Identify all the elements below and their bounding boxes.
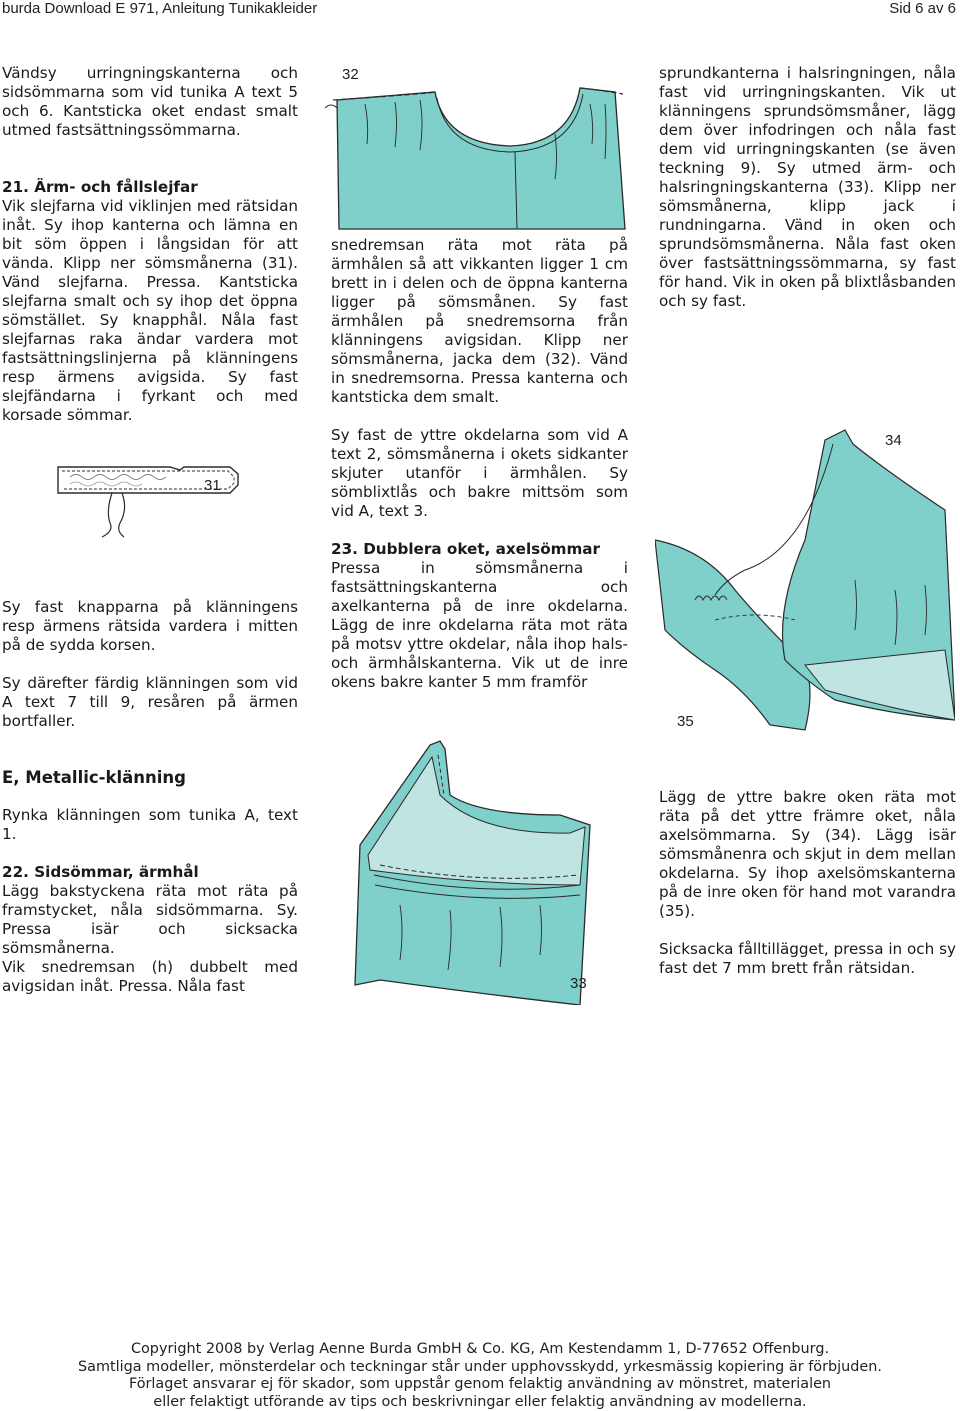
section-22-body-1: Lägg bakstyckena räta mot räta på framstycket, nåla sidsömmarna. Sy. Pressa isär och sicksacka sömsmånerna. [2,882,298,958]
shoulder-seam-illustration [655,420,955,740]
document-header-title: burda Download E 971, Anleitung Tunikakleider [2,0,317,17]
paragraph-hem: Sicksacka fålltillägget, pressa in och sy fast det 7 mm brett från rätsidan. [659,940,956,978]
paragraph-shoulder-seams: Lägg de yttre bakre oken räta mot räta på det yttre främre oket, nåla axelsömmarna. Sy (34). Lägg isär sömsmånenra och skjut in dem mellan okdelarna. Sy ihop axelsömskanterna på de inre oken för hand mot varandra (35). [659,788,956,921]
section-21-title: 21. Ärm- och fållslejfar [2,178,298,197]
figure-34-number: 34 [885,432,902,449]
section-e-title: E, Metallic-klänning [2,768,298,787]
figure-32-number: 32 [342,66,359,83]
section-e-body: Rynka klänningen som tunika A, text 1. [2,806,298,844]
section-22-title: 22. Sidsömmar, ärmhål [2,863,298,882]
paragraph-finish: Sy därefter färdig klänningen som vid A text 7 till 9, resåren på ärmen bortfaller. [2,674,298,731]
paragraph-bias-strip: snedremsan räta mot räta på ärmhålen så att vikkanten ligger 1 cm brett in i delen och de öppna kanterna ligger på sömsmånen. Sy fast ärmhålen på snedremsorna från klänningens avigsidan. Klipp ner sömsmånerna, jacka dem (32). Vänd in snedremsorna. Pressa kanterna och kantsticka dem smalt. [331,236,628,407]
yoke-lining-illustration [340,735,610,1005]
section-22-body-2: Vik snedremsan (h) dubbelt med avigsidan inåt. Pressa. Nåla fast [2,958,298,996]
copyright-footer [0,1341,960,1411]
column-1-middle [2,598,298,750]
footer-line-1: Copyright 2008 by Verlag Aenne Burda GmbH & Co. KG, Am Kestendamm 1, D-77652 Offenburg. [0,1341,960,1359]
figure-32 [325,64,630,234]
column-1-top [2,64,298,425]
figure-35-number: 35 [677,713,694,730]
column-3-bottom [659,788,956,997]
page-number: Sid 6 av 6 [889,0,956,17]
column-1-bottom [2,768,298,996]
paragraph-intro: Vändsy urringningskanterna och sidsömmarna som vid tunika A text 5 och 6. Kantsticka oket endast smalt utmed fastsättningssömmarna. [2,64,298,140]
figure-33 [340,735,610,1005]
figure-34-35 [655,420,955,740]
section-21-body: Vik slejfarna vid viklinjen med rätsidan inåt. Sy ihop kanterna och lämna en bit söm öppen i långsidan för att vända. Klipp ner sömsmånerna (31). Vänd slejfarna. Pressa. Kantsticka slejfarna smalt och sy ihop det öppna sömstället. Sy knapphål. Nåla fast slejfarnas raka ändar vardera mot fastsättningslinjerna på klänningens resp ärmens avigsida. Sy fast slejfändarna i fyrkant och med korsade sömmar. [2,197,298,425]
section-23-title: 23. Dubblera oket, axelsömmar [331,540,628,559]
figure-31 [50,455,240,540]
armhole-bias-illustration [325,64,630,234]
footer-line-2: Samtliga modeller, mönsterdelar och teckningar står under upphovsskydd, yrkesmässig kopiering är förbjuden. [0,1359,960,1377]
paragraph-buttons: Sy fast knapparna på klänningens resp ärmens rätsida vardera i mitten på de sydda korsen. [2,598,298,655]
figure-31-number: 31 [204,477,221,494]
column-3-top [659,64,956,330]
paragraph-yoke-outer: Sy fast de yttre okdelarna som vid A text 2, sömsmånerna i okets sidkanter skjuter utanför i ärmhålen. Sy sömblixtlås och bakre mittsöm som vid A, text 3. [331,426,628,521]
figure-33-number: 33 [570,975,587,992]
footer-line-3: Förlaget ansvarar ej för skador, som uppstår genom felaktig användning av mönstret, materialen [0,1376,960,1394]
strap-illustration [50,455,240,540]
section-23-body: Pressa in sömsmånerna i fastsättningskanterna och axelkanterna på de inre okdelarna. Lägg de inre okdelarna räta mot räta på motsv yttre okdelar, nåla ihop hals- och ärmhålskanterna. Vik ut de inre okens bakre kanter 5 mm framför [331,559,628,692]
footer-line-4: eller felaktigt utförande av tips och beskrivningar eller felaktig användning av modellerna. [0,1394,960,1411]
column-2-top [331,236,628,692]
paragraph-vent-edges: sprundkanterna i halsringningen, nåla fast vid urringningskanten. Vik ut klänningens sprundsömsmåner, lägg dem över infodringen och nåla fast dem vid urringningskanten (se även teckning 9). Sy utmed ärm- och halsringningskanterna (33). Klipp ner sömsmånerna, klipp jack i rundningarna. Vänd in oken och sprundsömsmånerna. Nåla fast oken över fastsättningssömmarna, sy fast för hand. Vik in oken på blixtlåsbanden och sy fast. [659,64,956,311]
